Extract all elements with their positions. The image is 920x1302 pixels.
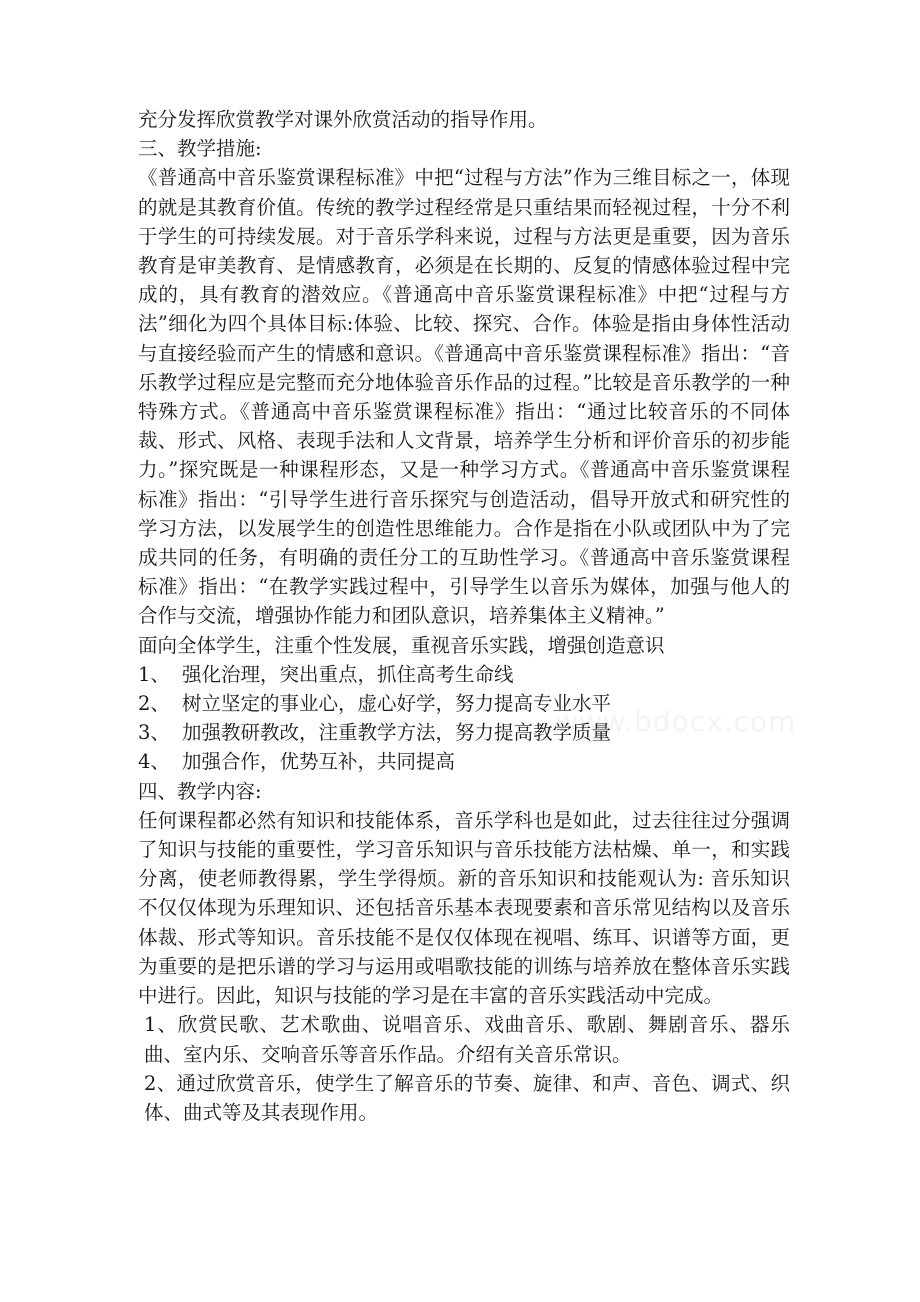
heading-teaching-measures: 三、教学措施: xyxy=(138,137,262,161)
document-body xyxy=(138,105,790,1127)
list-item-number: 2、 xyxy=(138,692,170,716)
list-item xyxy=(138,689,790,718)
list-item-text: 强化治理，突出重点，抓住高考生命线 xyxy=(182,662,514,686)
paragraph-intro-end: 充分发挥欣赏教学对课外欣赏活动的指导作用。 xyxy=(138,108,548,131)
heading-teaching-content: 四、教学内容: xyxy=(138,779,262,803)
paragraph-teaching-content: 任何课程都必然有知识和技能体系，音乐学科也是如此，过去往往过分强调了知识与技能的重要性，学习音乐知识与音乐技能方法枯燥、单一，和实践分离，使老师教得累，学生学得烦。新的音乐知识和技能观认为: 音乐知识不仅仅体现为乐理知识、还包括音乐基本表现要素和音乐常见结构以及音乐体裁、形式等知识。音乐技能不是仅仅体现在视唱、练耳、识谱等方面，更为重要的是把乐谱的学习与运用或唱歌技能的训练与培养放在整体音乐实践中进行。因此，知识与技能的学习是在丰富的音乐实践活动中完成。 xyxy=(138,808,790,1008)
list-item-number: 4、 xyxy=(138,750,170,774)
paragraph-teaching-measures: 《普通高中音乐鉴赏课程标准》中把“过程与方法”作为三维目标之一，体现的就是其教育价值。传统的教学过程经常是只重结果而轻视过程，十分不利于学生的可持续发展。对于音乐学科来说，过程与方法更是重要，因为音乐教育是审美教育、是情感教育，必须是在长期的、反复的情感体验过程中完成的，具有教育的潜效应。《普通高中音乐鉴赏课程标准》中把“过程与方法”细化为四个具体目标:体验、比较、探究、合作。体验是指由身体性活动与直接经验而产生的情感和意识。《普通高中音乐鉴赏课程标准》指出：“音乐教学过程应是完整而充分地体验音乐作品的过程。”比较是音乐教学的一种特殊方式。《普通高中音乐鉴赏课程标准》指出：“通过比较音乐的不同体裁、形式、风格、表现手法和人文背景，培养学生分析和评价音乐的初步能力。”探究既是一种课程形态，又是一种学习方式。《普通高中音乐鉴赏课程标准》指出：“引导学生进行音乐探究与创造活动，倡导开放式和研究性的学习方法，以发展学生的创造性思维能力。合作是指在小队或团队中为了完成共同的任务，有明确的责任分工的互助性学习。《普通高中音乐鉴赏课程标准》指出：“在教学实践过程中，引导学生以音乐为媒体，加强与他人的合作与交流，增强协作能力和团队意识，培养集体主义精神。” xyxy=(138,166,790,628)
list-item-text: 树立坚定的事业心，虚心好学，努力提高专业水平 xyxy=(182,692,612,716)
paragraph-content-item-1: 1、欣赏民歌、艺术歌曲、说唱音乐、戏曲音乐、歌剧、舞剧音乐、器乐曲、室内乐、交响音乐等音乐作品。介绍有关音乐常识。 xyxy=(144,1013,790,1066)
list-item-text: 加强合作，优势互补，共同提高 xyxy=(182,750,456,774)
list-item xyxy=(138,747,790,776)
list-item-text: 加强教研教改，注重教学方法，努力提高教学质量 xyxy=(182,721,612,745)
paragraph-focus: 面向全体学生，注重个性发展，重视音乐实践，增强创造意识 xyxy=(138,633,665,657)
paragraph-content-item-2: 2、通过欣赏音乐，使学生了解音乐的节奏、旋律、和声、音色、调式、织体、曲式等及其表现作用。 xyxy=(144,1071,790,1124)
list-item-number: 3、 xyxy=(138,721,170,745)
list-item xyxy=(138,718,790,747)
watermark-text: www.bdocx.com xyxy=(555,705,797,738)
list-item-number: 1、 xyxy=(138,662,170,686)
measures-list xyxy=(138,660,790,777)
list-item xyxy=(138,660,790,689)
